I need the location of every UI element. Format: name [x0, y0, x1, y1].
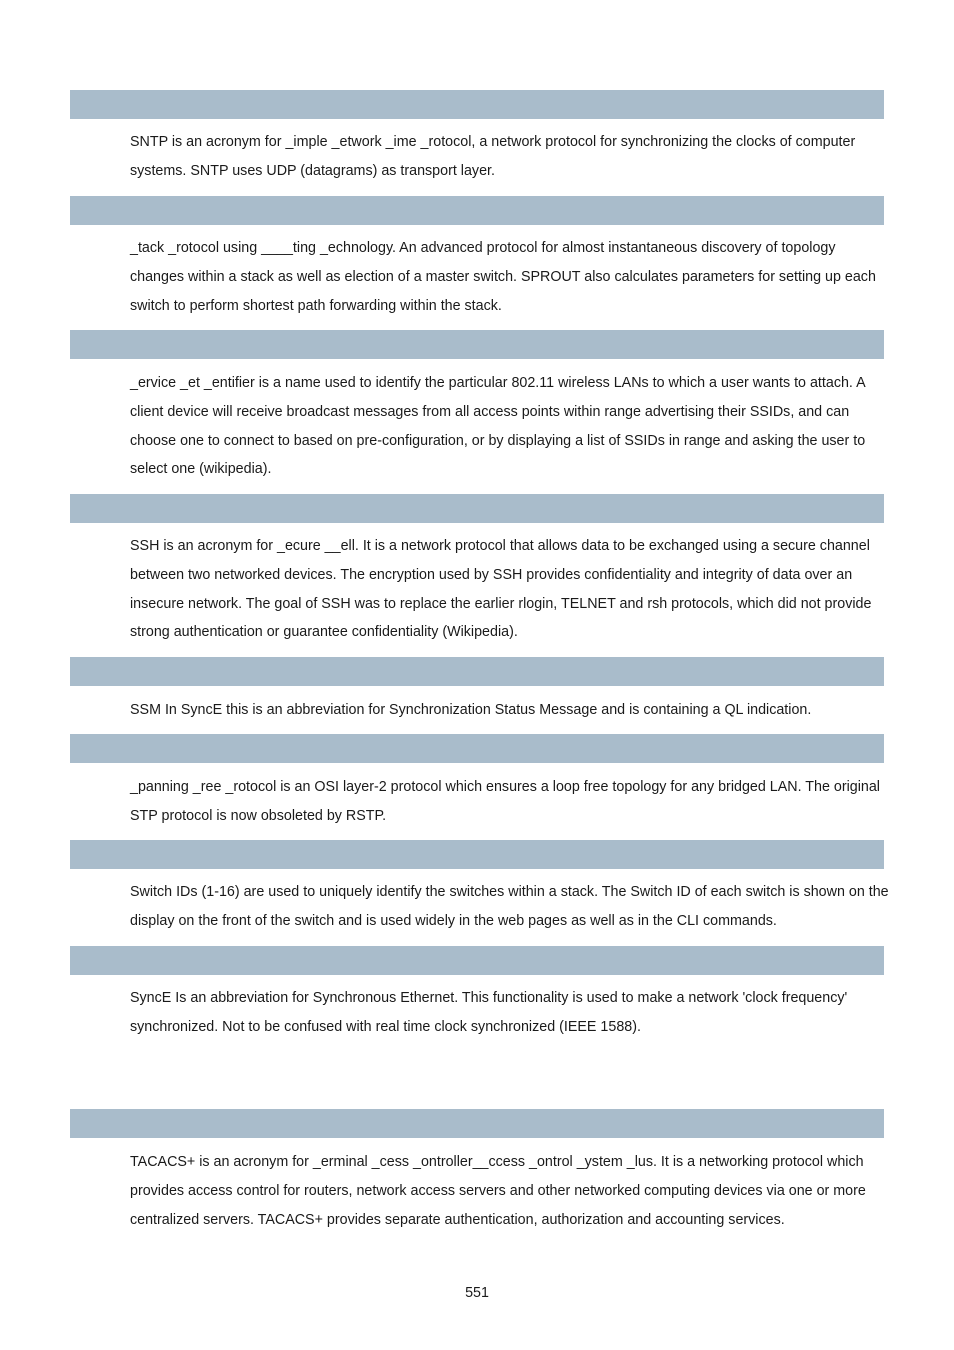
section-heading-bar — [70, 946, 884, 975]
definition-paragraph: SNTP is an acronym for _imple _etwork _ime _rotocol, a network protocol for synchronizing the clocks of computer systems. SNTP uses UDP (datagrams) as transport layer. — [130, 134, 856, 179]
section-heading-bar — [70, 1109, 884, 1138]
page-number: 551 — [465, 1285, 489, 1301]
definition-paragraph: TACACS+ is an acronym for _erminal _cess _ontroller__ccess _ontrol _ystem _lus. It is a networking protocol which provides access control for routers, network access servers and other networked computing devices via one or more centralized servers. TACACS+ provides separate authentication, authorization and accounting services. — [130, 1154, 866, 1228]
definition-paragraph: SSH is an acronym for _ecure __ell. It is a network protocol that allows data to be exchanged using a secure channel between two networked devices. The encryption used by SSH provides confidentiality and integrity of data over an insecure network. The goal of SSH was to replace the earlier rlogin, TELNET and rsh protocols, which did not provide strong authentication or guarantee confidentiality (Wikipedia). — [130, 538, 872, 641]
section-heading-bar — [70, 330, 884, 359]
definition-paragraph: _tack _rotocol using ____ting _echnology. An advanced protocol for almost instantaneous discovery of topology changes within a stack as well as election of a master switch. SPROUT also calculates parameters for setting up each switch to perform shortest path forwarding within the stack. — [130, 240, 876, 314]
section-heading-bar — [70, 196, 884, 225]
definition-paragraph: Switch IDs (1-16) are used to uniquely identify the switches within a stack. The Switch ID of each switch is shown on the display on the front of the switch and is used widely in the web pages as well as in the CLI commands. — [130, 884, 889, 929]
definition-paragraph: SyncE Is an abbreviation for Synchronous Ethernet. This functionality is used to make a network 'clock frequency' synchronized. Not to be confused with real time clock synchronized (IEEE 1588). — [130, 990, 848, 1035]
section-heading-bar — [70, 734, 884, 763]
definition-paragraph: _panning _ree _rotocol is an OSI layer-2 protocol which ensures a loop free topology for any bridged LAN. The original STP protocol is now obsoleted by RSTP. — [130, 779, 880, 824]
section-heading-bar — [70, 90, 884, 119]
section-heading-bar — [70, 657, 884, 686]
section-heading-bar — [70, 494, 884, 523]
definition-paragraph: SSM In SyncE this is an abbreviation for Synchronization Status Message and is containing a QL indication. — [130, 702, 812, 718]
section-heading-bar — [70, 840, 884, 869]
definition-paragraph: _ervice _et _entifier is a name used to identify the particular 802.11 wireless LANs to which a user wants to attach. A client device will receive broadcast messages from all access points within range advertising their SSIDs, and can choose one to connect to based on pre-configuration, or by displaying a list of SSIDs in range and asking the user to select one (wikipedia). — [130, 375, 866, 478]
